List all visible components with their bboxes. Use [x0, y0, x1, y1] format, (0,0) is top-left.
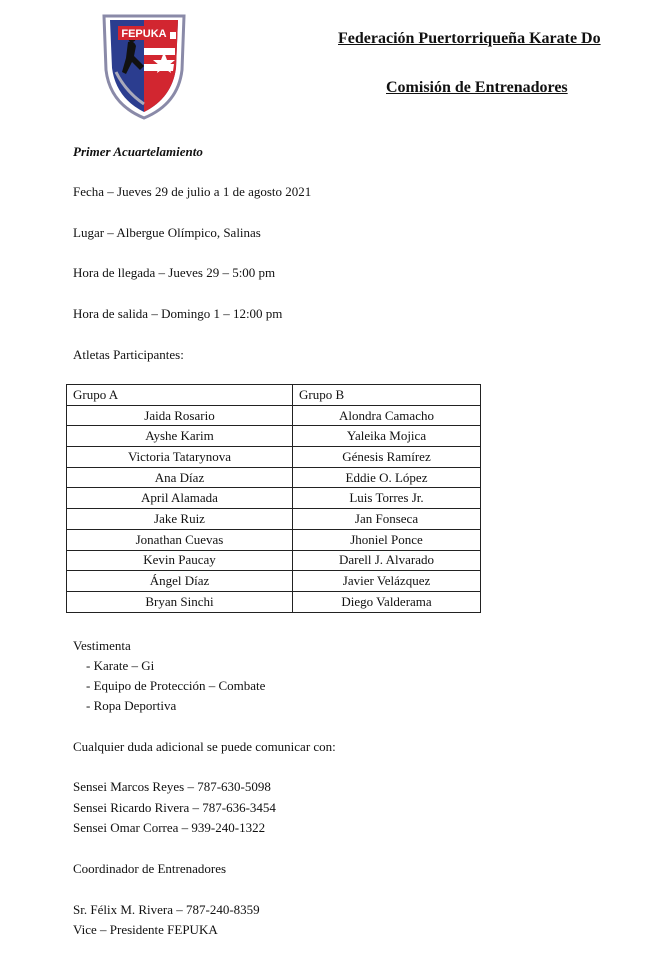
table-row [67, 488, 481, 509]
table-row [67, 467, 481, 488]
contact-line: Sensei Ricardo Rivera – 787-636-3454 [73, 800, 276, 815]
attire-item: - Equipo de Protección – Combate [86, 678, 266, 693]
fepuka-logo [98, 12, 190, 120]
table-cell: Jaida Rosario [67, 405, 293, 426]
arrival-line: Hora de llegada – Jueves 29 – 5:00 pm [73, 265, 276, 280]
contact-line: Sensei Marcos Reyes – 787-630-5098 [73, 779, 271, 794]
table-cell: Jhoniel Ponce [293, 529, 481, 550]
contact-line: Sensei Omar Correa – 939-240-1322 [73, 820, 266, 835]
table-row [67, 550, 481, 571]
column-header: Grupo B [293, 385, 481, 406]
coordinator-name: Sr. Félix M. Rivera – 787-240-8359 [73, 902, 260, 917]
table-row [67, 571, 481, 592]
table-cell: Bryan Sinchi [67, 591, 293, 612]
table-cell: Yaleika Mojica [293, 426, 481, 447]
table-cell: Eddie O. López [293, 467, 481, 488]
table-row [67, 405, 481, 426]
athletes-label: Atletas Participantes: [73, 347, 184, 362]
commission-subtitle: Comisión de Entrenadores [386, 79, 568, 96]
contact-intro: Cualquier duda adicional se puede comunicar con: [73, 739, 336, 754]
table-cell: Ángel Díaz [67, 571, 293, 592]
table-cell: Diego Valderama [293, 591, 481, 612]
logo-text: FEPUKA [121, 28, 167, 40]
column-header: Grupo A [67, 385, 293, 406]
table-row [67, 447, 481, 468]
table-cell: Darell J. Alvarado [293, 550, 481, 571]
table-cell: Ayshe Karim [67, 426, 293, 447]
table-row [67, 591, 481, 612]
table-cell: Javier Velázquez [293, 571, 481, 592]
table-cell: Génesis Ramírez [293, 447, 481, 468]
table-cell: Victoria Tatarynova [67, 447, 293, 468]
table-header-row [67, 385, 481, 406]
coordinator-label: Coordinador de Entrenadores [73, 861, 227, 876]
table-row [67, 529, 481, 550]
attire-item: - Ropa Deportiva [86, 698, 177, 713]
table-row [67, 509, 481, 530]
table-cell: Ana Díaz [67, 467, 293, 488]
table-cell: Jan Fonseca [293, 509, 481, 530]
date-line: Fecha – Jueves 29 de julio a 1 de agosto 2021 [73, 184, 312, 199]
table-cell: Luis Torres Jr. [293, 488, 481, 509]
departure-line: Hora de salida – Domingo 1 – 12:00 pm [73, 306, 283, 321]
athletes-table [66, 384, 481, 613]
attire-item: - Karate – Gi [86, 658, 155, 673]
coordinator-role: Vice – Presidente FEPUKA [73, 922, 218, 937]
table-cell: Kevin Paucay [67, 550, 293, 571]
place-line: Lugar – Albergue Olímpico, Salinas [73, 225, 261, 240]
table-cell: Jake Ruiz [67, 509, 293, 530]
table-cell: Jonathan Cuevas [67, 529, 293, 550]
organization-title: Federación Puertorriqueña Karate Do [338, 30, 601, 47]
table-row [67, 426, 481, 447]
table-cell: April Alamada [67, 488, 293, 509]
attire-label: Vestimenta [73, 638, 131, 653]
section-title: Primer Acuartelamiento [73, 144, 203, 159]
table-cell: Alondra Camacho [293, 405, 481, 426]
